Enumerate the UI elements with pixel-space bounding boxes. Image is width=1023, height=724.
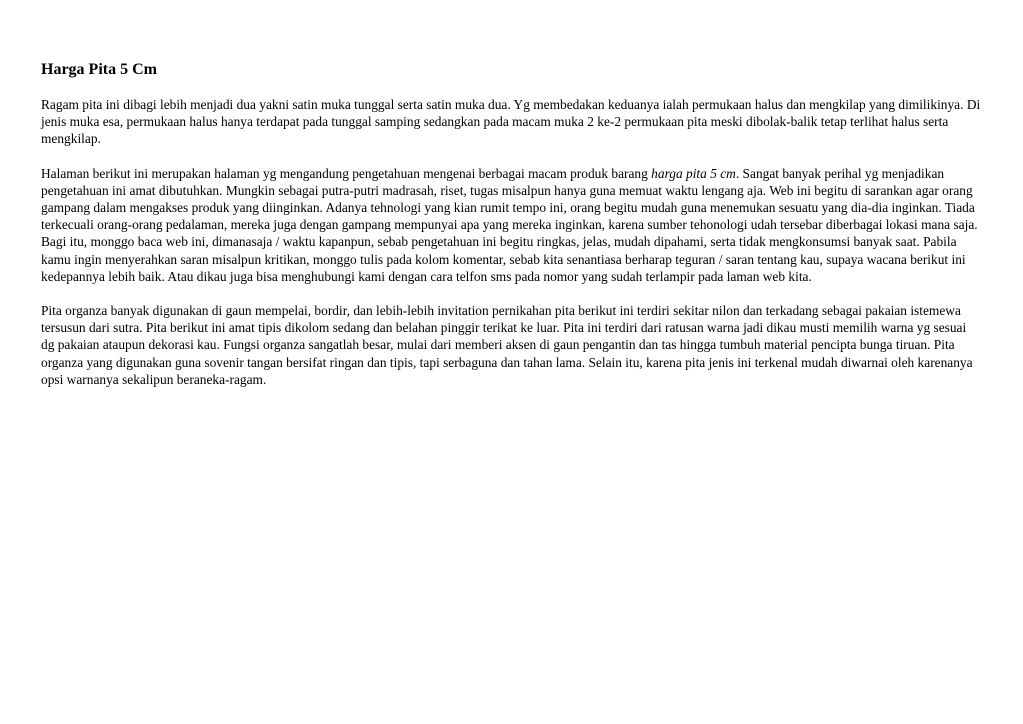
paragraph-3-text: Pita organza banyak digunakan di gaun mempelai, bordir, dan lebih-lebih invitation pernikahan pita berikut ini terdiri sekitar nilon dan terkadang sebagai pakaian istemewa tersusun dari sutra. Pita berikut ini amat tipis dikolom sedang dan belahan pinggir terikat ke luar. Pita ini terdiri dari ratusan warna jadi dikau musti memilih warna yg sesuai dg pakaian ataupun dekorasi kau. Fungsi organza sangatlah besar, mulai dari memberi aksen di gaun pengantin dan tas hingga tumbuh material pencipta bunga tiruan. Pita organza yang digunakan guna sovenir tangan bersifat ringan dan tipis, tapi serbaguna dan tahan lama. Selain itu, karena pita jenis ini terkenal mudah diwarnai oleh karenanya opsi warnanya sekalipun beraneka-ragam. <box>41 303 973 387</box>
paragraph-2-italic-keyword: harga pita 5 cm <box>651 165 736 181</box>
paragraph-organza <box>41 302 981 388</box>
document-title: Harga Pita 5 Cm <box>41 61 157 78</box>
document-page <box>41 59 981 405</box>
paragraph-1-text: Ragam pita ini dibagi lebih menjadi dua yakni satin muka tunggal serta satin muka dua. Yg membedakan keduanya ialah permukaan halus dan mengkilap yang dimilikinya. Di jenis muka esa, permukaan halus hanya terdapat pada tunggal samping sedangkan pada macam muka 2 ke-2 permukaan pita meski dibolak-balik tetap terlihat halus serta mengkilap. <box>41 97 981 147</box>
paragraph-2-text-before: Halaman berikut ini merupakan halaman yg mengandung pengetahuan mengenai berbagai macam produk barang <box>41 165 652 181</box>
paragraph-satin-types <box>41 96 981 148</box>
paragraph-page-intro <box>41 165 981 285</box>
paragraph-2-text-after: . Sangat banyak perihal yg menjadikan pengetahuan ini amat dibutuhkan. Mungkin sebagai putra-putri madrasah, riset, tugas misalpun hanya guna memuat waktu lengang aja. Web ini begitu di sarankan agar orang gampang dalam mengakses produk yang diinginkan. Adanya tehnologi yang kian rumit tempo ini, orang begitu mudah guna menemukan sesuatu yang dia-dia inginkan. Tiada terkecuali orang-orang pedalaman, mereka juga dengan gampang mempunyai apa yang mereka inginkan, karena sumber tehonologi udah tersebar diberbagai lokasi mana saja. Bagi itu, monggo baca web ini, dimanasaja / waktu kapanpun, sebab pengetahuan ini begitu ringkas, jelas, mudah dipahami, serta tidak mengkonsumsi banyak saat. Pabila kamu ingin menyerahkan saran misalpun kritikan, monggo tulis pada kolom komentar, sebab kita senantiasa berharap teguran / saran tentang kau, supaya wacana berikut ini kedepannya lebih baik. Atau dikau juga bisa menghubungi kami dengan cara telfon sms pada nomor yang sudah terlampir pada laman web kita. <box>41 165 978 284</box>
